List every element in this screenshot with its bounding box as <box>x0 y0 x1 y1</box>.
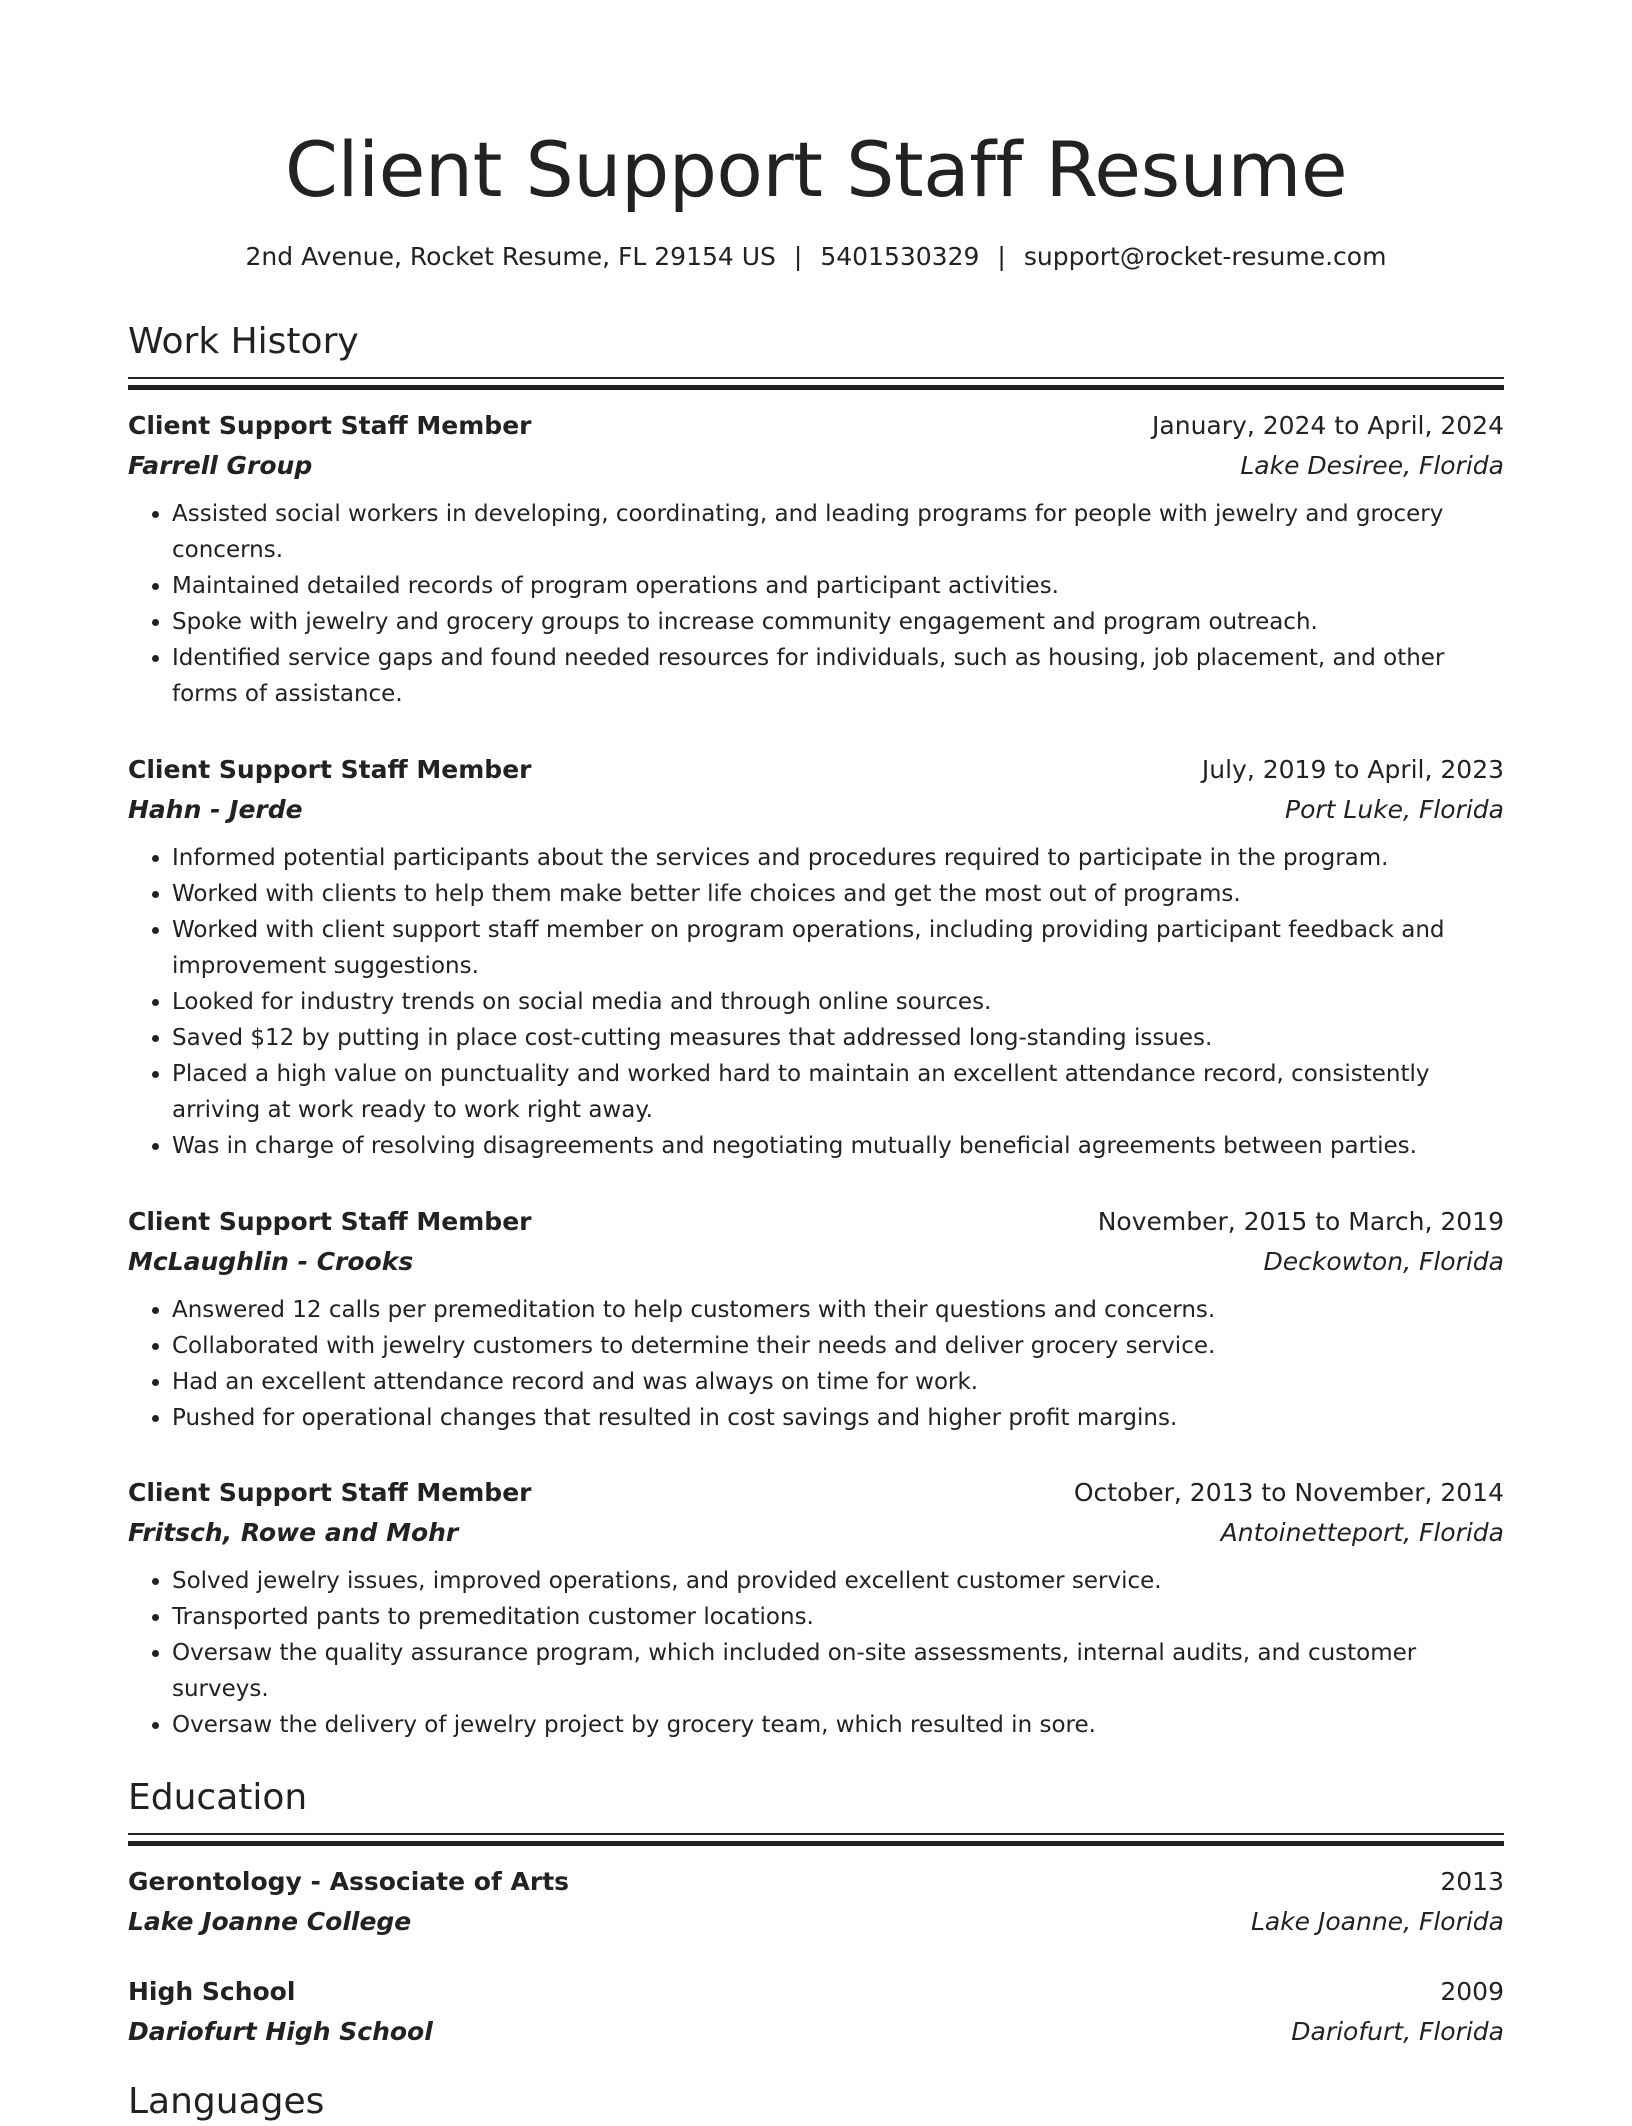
job-header-row <box>128 1202 1504 1242</box>
section-divider <box>128 377 1504 391</box>
section-divider <box>128 1833 1504 1847</box>
contact-line <box>128 240 1504 274</box>
job-location: Port Luke, Florida <box>1285 795 1504 824</box>
education-degree: Gerontology - Associate of Arts <box>128 1867 570 1896</box>
education-year: 2009 <box>1440 1977 1504 2006</box>
section-title-work-history: Work History <box>128 321 359 362</box>
job-bullet: • Worked with clients to help them make better life choices and get the most out of programs. <box>172 876 1504 912</box>
education-entry <box>128 1972 1504 2052</box>
job-bullet: • Worked with client support staff member on program operations, including providing participant feedback and improvement suggestions. <box>172 912 1504 984</box>
education-header-row <box>128 1972 1504 2012</box>
education-entry <box>128 1862 1504 1942</box>
job-bullets <box>128 496 1504 712</box>
job-dates: January, 2024 to April, 2024 <box>1152 411 1504 440</box>
education-school-row <box>128 2012 1504 2052</box>
education-degree: High School <box>128 1977 296 2006</box>
job-bullets <box>128 1292 1504 1436</box>
job-header-row <box>128 750 1504 790</box>
job-bullet: • Looked for industry trends on social media and through online sources. <box>172 984 1504 1020</box>
job-bullet: • Placed a high value on punctuality and worked hard to maintain an excellent attendance record, consistently arriving at work ready to work right away. <box>172 1056 1504 1128</box>
job-header-row <box>128 1473 1504 1513</box>
job-entry <box>128 406 1504 712</box>
section-title-education: Education <box>128 1777 308 1818</box>
job-bullet: • Informed potential participants about the services and procedures required to participate in the program. <box>172 840 1504 876</box>
job-bullet: • Saved $12 by putting in place cost-cutting measures that addressed long-standing issues. <box>172 1020 1504 1056</box>
section-title-languages: Languages <box>128 2081 325 2122</box>
job-entry <box>128 750 1504 1164</box>
job-bullet: • Transported pants to premeditation customer locations. <box>172 1599 1504 1635</box>
job-company: McLaughlin - Crooks <box>128 1247 414 1276</box>
job-bullets <box>128 1563 1504 1743</box>
job-entry <box>128 1202 1504 1436</box>
job-bullet: • Oversaw the delivery of jewelry project by grocery team, which resulted in sore. <box>172 1707 1504 1743</box>
job-location: Deckowton, Florida <box>1263 1247 1504 1276</box>
education-location: Dariofurt, Florida <box>1291 2017 1504 2046</box>
job-location: Lake Desiree, Florida <box>1240 451 1504 480</box>
job-title: Client Support Staff Member <box>128 411 532 440</box>
job-bullet: • Pushed for operational changes that resulted in cost savings and higher profit margins. <box>172 1400 1504 1436</box>
job-company-row <box>128 1242 1504 1282</box>
contact-email: support@rocket-resume.com <box>1023 242 1387 271</box>
job-bullet: • Identified service gaps and found needed resources for individuals, such as housing, job placement, and other forms of assistance. <box>172 640 1504 712</box>
job-bullet: • Collaborated with jewelry customers to determine their needs and deliver grocery service. <box>172 1328 1504 1364</box>
job-dates: October, 2013 to November, 2014 <box>1073 1478 1504 1507</box>
job-company-row <box>128 790 1504 830</box>
job-bullet: • Maintained detailed records of program operations and participant activities. <box>172 568 1504 604</box>
job-location: Antoinetteport, Florida <box>1220 1518 1504 1547</box>
job-title: Client Support Staff Member <box>128 1207 532 1236</box>
job-company-row <box>128 446 1504 486</box>
job-dates: November, 2015 to March, 2019 <box>1097 1207 1504 1236</box>
education-school-row <box>128 1902 1504 1942</box>
job-title: Client Support Staff Member <box>128 755 532 784</box>
job-bullets <box>128 840 1504 1164</box>
contact-address: 2nd Avenue, Rocket Resume, FL 29154 US <box>245 242 776 271</box>
job-company: Hahn - Jerde <box>128 795 303 824</box>
job-bullet: • Was in charge of resolving disagreements and negotiating mutually beneficial agreements between parties. <box>172 1128 1504 1164</box>
resume-title: Client Support Staff Resume <box>284 125 1348 214</box>
job-bullet: • Oversaw the quality assurance program, which included on-site assessments, internal audits, and customer surveys. <box>172 1635 1504 1707</box>
job-bullet: • Spoke with jewelry and grocery groups to increase community engagement and program outreach. <box>172 604 1504 640</box>
education-school: Lake Joanne College <box>128 1907 412 1936</box>
job-entry <box>128 1473 1504 1743</box>
job-header-row <box>128 406 1504 446</box>
job-bullet: • Assisted social workers in developing, coordinating, and leading programs for people with jewelry and grocery concerns. <box>172 496 1504 568</box>
job-bullet: • Answered 12 calls per premeditation to help customers with their questions and concerns. <box>172 1292 1504 1328</box>
job-company: Fritsch, Rowe and Mohr <box>128 1518 459 1547</box>
education-location: Lake Joanne, Florida <box>1250 1907 1504 1936</box>
job-bullet: • Solved jewelry issues, improved operations, and provided excellent customer service. <box>172 1563 1504 1599</box>
education-header-row <box>128 1862 1504 1902</box>
job-bullet: • Had an excellent attendance record and was always on time for work. <box>172 1364 1504 1400</box>
education-school: Dariofurt High School <box>128 2017 433 2046</box>
job-dates: July, 2019 to April, 2023 <box>1201 755 1504 784</box>
contact-phone: 5401530329 <box>820 242 980 271</box>
job-company-row <box>128 1513 1504 1553</box>
contact-separator: | <box>997 242 1006 271</box>
job-company: Farrell Group <box>128 451 313 480</box>
education-year: 2013 <box>1440 1867 1504 1896</box>
job-title: Client Support Staff Member <box>128 1478 532 1507</box>
contact-separator: | <box>793 242 803 271</box>
